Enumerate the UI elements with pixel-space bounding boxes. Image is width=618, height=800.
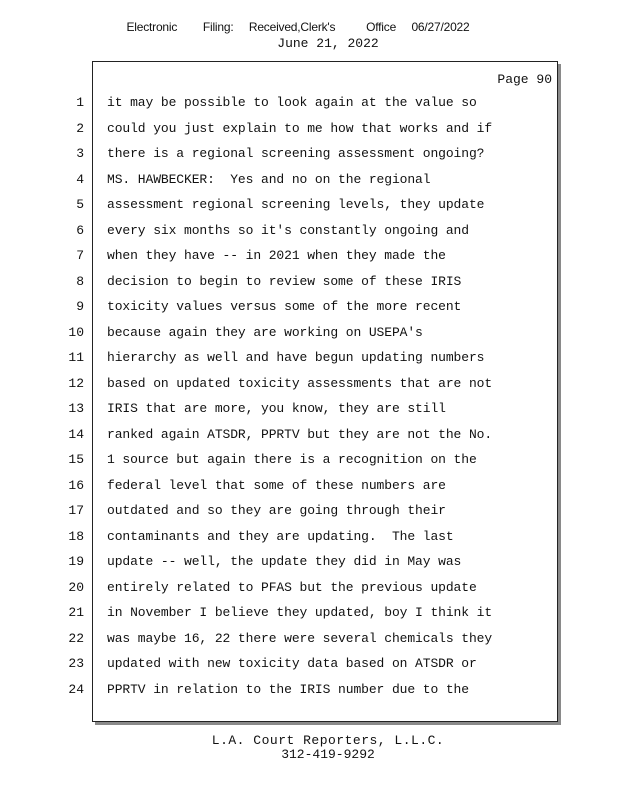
transcript-line: it may be possible to look again at the value so xyxy=(107,95,477,110)
transcript-date: June 21, 2022 xyxy=(277,36,379,51)
line-number: 3 xyxy=(76,146,84,161)
line-number: 17 xyxy=(68,503,84,518)
line-number: 1 xyxy=(76,95,84,110)
transcript-line: contaminants and they are updating. The last xyxy=(107,529,454,544)
line-number: 19 xyxy=(68,554,84,569)
transcript-line: because again they are working on USEPA's xyxy=(107,325,423,340)
transcript-line: could you just explain to me how that works and if xyxy=(107,121,493,136)
transcript-line: toxicity values versus some of the more recent xyxy=(107,299,462,314)
transcript-line: PPRTV in relation to the IRIS number due to the xyxy=(107,682,469,697)
transcript-line: MS. HAWBECKER: Yes and no on the regional xyxy=(107,172,431,187)
line-number: 23 xyxy=(68,656,84,671)
court-reporter-name: L.A. Court Reporters, L.L.C. xyxy=(211,733,445,748)
transcript-line: outdated and so they are going through their xyxy=(107,503,446,518)
transcript-line: 1 source but again there is a recognition on the xyxy=(107,452,477,467)
transcript-line: assessment regional screening levels, they update xyxy=(107,197,485,212)
line-number: 11 xyxy=(68,350,84,365)
transcript-line: decision to begin to review some of these IRIS xyxy=(107,274,462,289)
line-number: 21 xyxy=(68,605,84,620)
page-number: Page 90 xyxy=(497,72,552,87)
line-number: 13 xyxy=(68,401,84,416)
line-number: 2 xyxy=(76,121,84,136)
transcript-line: update -- well, the update they did in May was xyxy=(107,554,462,569)
line-number: 12 xyxy=(68,376,84,391)
line-number: 10 xyxy=(68,325,84,340)
transcript-line: hierarchy as well and have begun updating numbers xyxy=(107,350,485,365)
line-number: 4 xyxy=(76,172,84,187)
line-number: 22 xyxy=(68,631,84,646)
transcript-line: IRIS that are more, you know, they are still xyxy=(107,401,446,416)
transcript-line: updated with new toxicity data based on ATSDR or xyxy=(107,656,477,671)
transcript-line: entirely related to PFAS but the previous update xyxy=(107,580,477,595)
line-number: 15 xyxy=(68,452,84,467)
court-reporter-phone: 312-419-9292 xyxy=(281,747,375,762)
line-number: 14 xyxy=(68,427,84,442)
transcript-line: federal level that some of these numbers are xyxy=(107,478,446,493)
line-number: 5 xyxy=(76,197,84,212)
transcript-line: was maybe 16, 22 there were several chemicals they xyxy=(107,631,493,646)
transcript-line: in November I believe they updated, boy I think it xyxy=(107,605,493,620)
line-number: 6 xyxy=(76,223,84,238)
electronic-filing-stamp: Electronic Filing: Received,Clerk's Office 06/27/2022 xyxy=(126,20,470,34)
line-number: 18 xyxy=(68,529,84,544)
transcript-line: there is a regional screening assessment ongoing? xyxy=(107,146,485,161)
transcript-line: based on updated toxicity assessments that are not xyxy=(107,376,493,391)
line-number: 7 xyxy=(76,248,84,263)
line-number: 8 xyxy=(76,274,84,289)
line-number: 9 xyxy=(76,299,84,314)
transcript-line: when they have -- in 2021 when they made the xyxy=(107,248,446,263)
line-number: 20 xyxy=(68,580,84,595)
line-number: 16 xyxy=(68,478,84,493)
transcript-line: ranked again ATSDR, PPRTV but they are not the No. xyxy=(107,427,493,442)
line-number: 24 xyxy=(68,682,84,697)
transcript-line: every six months so it's constantly ongoing and xyxy=(107,223,469,238)
